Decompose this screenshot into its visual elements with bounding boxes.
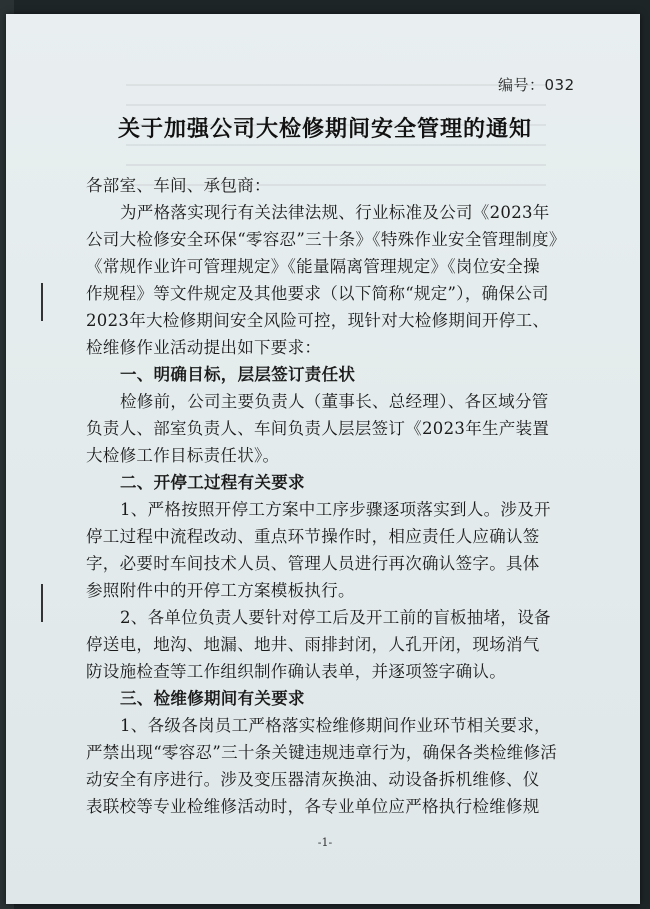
page-number: -1- <box>317 836 333 849</box>
body-text-line: 《常规作业许可管理规定》《能量隔离管理规定》《岗位安全操 <box>86 257 540 276</box>
binding-mark <box>41 283 43 321</box>
body-text-line: 字，必要时车间技术人员、管理人员进行再次确认签字。具体 <box>86 554 540 573</box>
binding-mark <box>41 584 43 622</box>
document-number: 编号：032 <box>498 76 575 94</box>
body-text-line: 参照附件中的开停工方案模板执行。 <box>86 581 355 600</box>
section-heading: 一、明确目标，层层签订责任状 <box>120 365 356 384</box>
body-text-line: 检维修作业活动提出如下要求： <box>86 338 322 357</box>
body-text-line: 2023年大检修期间安全风险可控，现针对大检修期间开停工、 <box>86 311 550 330</box>
body-text-line: 负责人、部室负责人、车间负责人层层签订《2023年生产装置 <box>86 419 550 438</box>
body-text-line: 作规程》等文件规定及其他要求（以下简称“规定”），确保公司 <box>86 284 549 303</box>
body-text-line: 1、严格按照开停工方案中工序步骤逐项落实到人。涉及开 <box>120 500 551 519</box>
body-text-line: 停工过程中流程改动、重点环节操作时，相应责任人应确认签 <box>86 527 540 546</box>
body-text-line: 2、各单位负责人要针对停工后及开工前的盲板抽堵，设备 <box>120 608 551 627</box>
section-heading: 二、开停工过程有关要求 <box>120 473 305 492</box>
document-body <box>86 172 591 820</box>
body-text-line: 表联校等专业检维修活动时，各专业单位应严格执行检维修规 <box>86 797 540 816</box>
body-text-line: 动安全有序进行。涉及变压器清灰换油、动设备拆机维修、仪 <box>86 770 540 789</box>
body-text-line: 1、各级各岗员工严格落实检维修期间作业环节相关要求， <box>120 716 551 735</box>
body-text-line: 防设施检查等工作组织制作确认表单，并逐项签字确认。 <box>86 662 506 681</box>
body-text-line: 为严格落实现行有关法律法规、行业标准及公司《2023年 <box>120 203 550 222</box>
body-text-line: 检修前，公司主要负责人（董事长、总经理）、各区域分管 <box>120 392 549 411</box>
body-text-line: 严禁出现“零容忍”三十条关键违规违章行为，确保各类检维修活 <box>86 743 558 762</box>
document-title: 关于加强公司大检修期间安全管理的通知 <box>117 116 532 142</box>
body-text-line: 停送电，地沟、地漏、地井、雨排封闭，人孔开闭，现场消气 <box>86 635 540 654</box>
body-text-line: 各部室、车间、承包商： <box>86 176 271 195</box>
body-text-line: 公司大检修安全环保“零容忍”三十条》《特殊作业安全管理制度》 <box>86 230 566 249</box>
body-text-line: 大检修工作目标责任状》。 <box>86 446 280 465</box>
section-heading: 三、检维修期间有关要求 <box>120 689 305 708</box>
